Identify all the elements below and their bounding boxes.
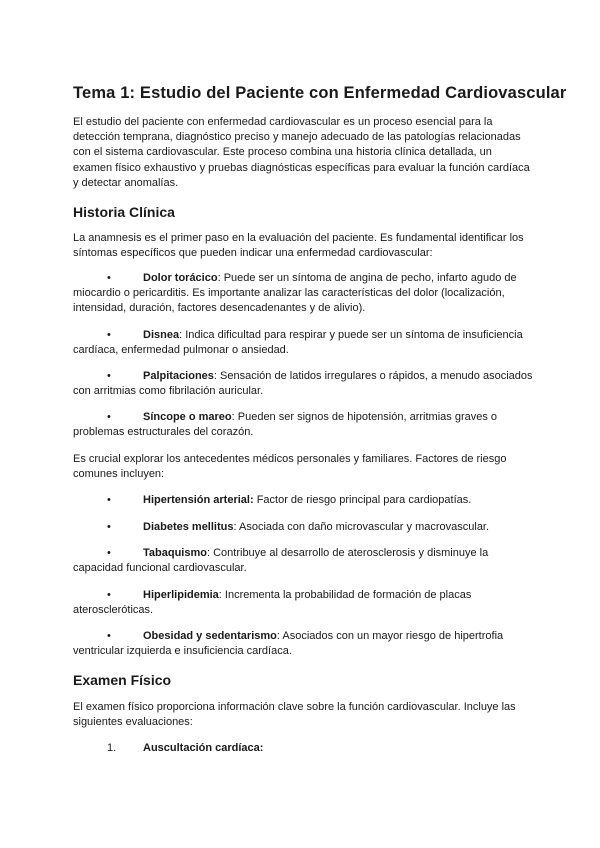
list-item-term: Dolor torácico bbox=[143, 272, 218, 284]
list-item: • Diabetes mellitus: Asociada con daño microvascular y macrovascular. bbox=[107, 521, 490, 533]
historia-lead: La anamnesis es el primer paso en la evaluación del paciente. Es fundamental identificar los síntomas específicos que pueden indicar una enfermedad cardiovascular: bbox=[73, 232, 524, 260]
page-title: Tema 1: Estudio del Paciente con Enfermedad Cardiovascular bbox=[73, 84, 567, 102]
list-item-term: Palpitaciones bbox=[143, 370, 214, 382]
item-term: Auscultación cardíaca: bbox=[143, 742, 264, 754]
list-item-term: Tabaquismo bbox=[143, 547, 207, 559]
list-item-text: : Asociados con un mayor riesgo de hipertrofia ventricular izquierda e insuficiencia cardíaca. bbox=[73, 630, 504, 658]
list-item: • Hipertensión arterial: Factor de riesgo principal para cardiopatías. bbox=[107, 494, 472, 506]
list-item-text: : Asociada con daño microvascular y macrovascular. bbox=[233, 521, 490, 533]
list-item-text: : Puede ser un síntoma de angina de pecho, infarto agudo de miocardio o pericarditis. Es importante analizar las características del dolor (localización, intensidad, duración, factores desencadenantes y de alivio). bbox=[73, 272, 517, 315]
list-item-text: : Incrementa la probabilidad de formación de placas ateroscleróticas. bbox=[73, 589, 472, 617]
list-item: • Palpitaciones: Sensación de latidos irregulares o rápidos, a menudo asociados con arritmias como fibrilación auricular. bbox=[73, 370, 533, 398]
intro-paragraph: El estudio del paciente con enfermedad cardiovascular es un proceso esencial para la detección temprana, diagnóstico preciso y manejo adecuado de las patologías relacionadas con el sistema cardiovascular. Este proceso combina una historia clínica detallada, un examen físico exhaustivo y pruebas diagnósticas específicas para evaluar la función cardíaca y detectar anomalías. bbox=[73, 116, 530, 189]
risk-lead: Es crucial explorar los antecedentes médicos personales y familiares. Factores de riesgo comunes incluyen: bbox=[73, 453, 507, 481]
list-item: • Síncope o mareo: Pueden ser signos de hipotensión, arritmias graves o problemas estructurales del corazón. bbox=[73, 411, 498, 439]
section-heading-examen: Examen Físico bbox=[73, 672, 172, 688]
list-item-text: : Sensación de latidos irregulares o rápidos, a menudo asociados con arritmias como fibrilación auricular. bbox=[73, 370, 533, 398]
list-item: • Tabaquismo: Contribuye al desarrollo de aterosclerosis y disminuye la capacidad funcional cardiovascular. bbox=[73, 547, 489, 575]
list-item: • Hiperlipidemia: Incrementa la probabilidad de formación de placas ateroscleróticas. bbox=[73, 589, 472, 617]
list-item-term: Disnea bbox=[143, 329, 180, 341]
list-item-term: Hiperlipidemia bbox=[143, 589, 219, 601]
list-item-term: Hipertensión arterial: bbox=[143, 494, 254, 506]
item-number: 1. bbox=[107, 742, 117, 754]
section-heading-historia: Historia Clínica bbox=[73, 204, 175, 220]
list-item: • Disnea: Indica dificultad para respirar y puede ser un síntoma de insuficiencia cardíaca, enfermedad pulmonar o ansiedad. bbox=[73, 329, 523, 357]
numbered-item bbox=[107, 741, 263, 756]
list-item-text: : Indica dificultad para respirar y puede ser un síntoma de insuficiencia cardíaca, enfermedad pulmonar o ansiedad. bbox=[73, 329, 523, 357]
list-item: • Obesidad y sedentarismo: Asociados con un mayor riesgo de hipertrofia ventricular izquierda e insuficiencia cardíaca. bbox=[73, 630, 504, 658]
list-item-term: Diabetes mellitus bbox=[143, 521, 234, 533]
list-item-term: Obesidad y sedentarismo bbox=[143, 630, 277, 642]
list-item-text: Factor de riesgo principal para cardiopatías. bbox=[253, 494, 472, 506]
list-item-text: : Pueden ser signos de hipotensión, arritmias graves o problemas estructurales del corazón. bbox=[73, 411, 498, 439]
list-item-term: Síncope o mareo bbox=[143, 411, 232, 423]
list-item: • Dolor torácico: Puede ser un síntoma de angina de pecho, infarto agudo de miocardio o pericarditis. Es importante analizar las características del dolor (localización, intensidad, duración, factores desencadenantes y de alivio). bbox=[73, 272, 517, 315]
examen-lead: El examen físico proporciona información clave sobre la función cardiovascular. Incluye las siguientes evaluaciones: bbox=[73, 701, 516, 729]
list-item-text: : Contribuye al desarrollo de aterosclerosis y disminuye la capacidad funcional cardiovascular. bbox=[73, 547, 489, 575]
